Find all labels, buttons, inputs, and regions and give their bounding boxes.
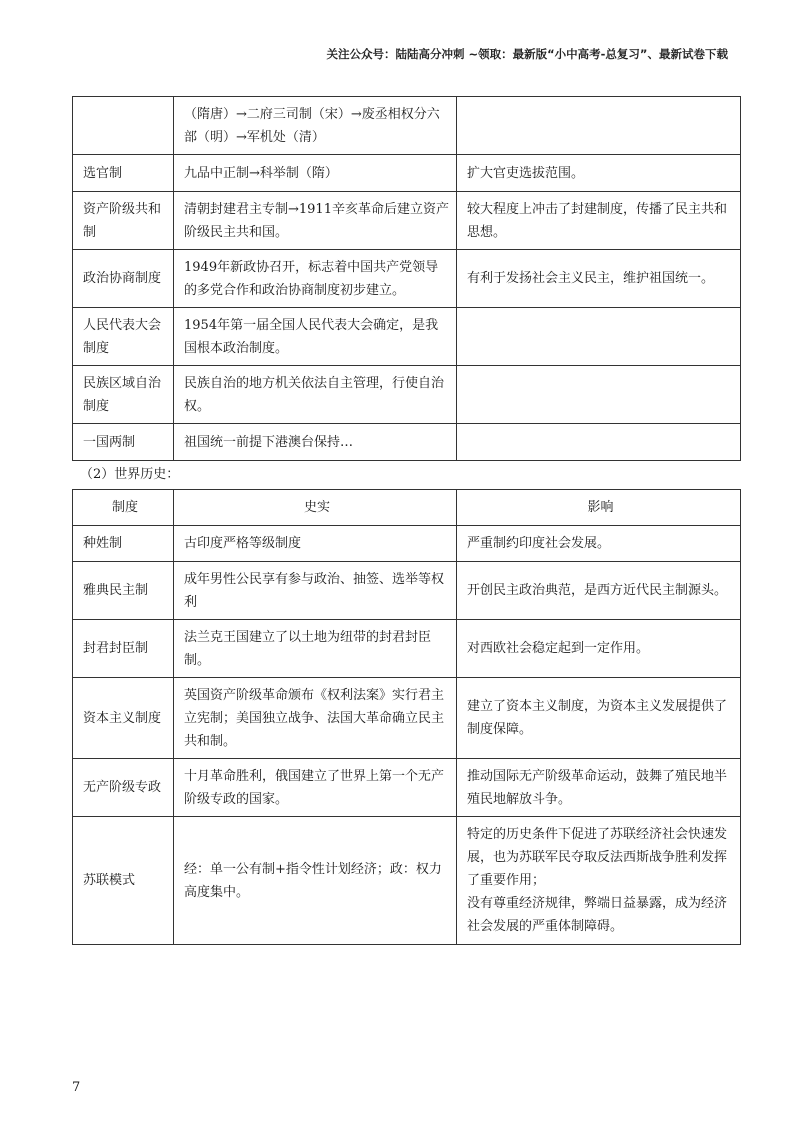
impact-line: 特定的历史条件下促进了苏联经济社会快速发展，也为苏联军民夺取反法西斯战争胜利发挥了重要作用； <box>467 827 728 888</box>
impact-cell <box>457 308 741 366</box>
table-row <box>73 678 741 759</box>
header-facts: 史实 <box>174 490 457 526</box>
facts-cell: 英国资产阶级革命颁布《权利法案》实行君主立宪制；美国独立战争、法国大革命确立民主共和制。 <box>174 678 457 759</box>
system-cell: 雅典民主制 <box>73 562 174 620</box>
facts-cell: 经：单一公有制+指令性计划经济；政：权力高度集中。 <box>174 817 457 945</box>
impact-cell <box>457 817 741 945</box>
system-cell: 无产阶级专政 <box>73 759 174 817</box>
header-impact: 影响 <box>457 490 741 526</box>
table-row <box>73 759 741 817</box>
table-row <box>73 620 741 678</box>
facts-cell: 1954年第一届全国人民代表大会确定，是我国根本政治制度。 <box>174 308 457 366</box>
system-cell: 封君封臣制 <box>73 620 174 678</box>
facts-cell: 民族自治的地方机关依法自主管理，行使自治权。 <box>174 366 457 424</box>
table-row <box>73 192 741 250</box>
impact-cell <box>457 424 741 461</box>
system-cell: 民族区域自治制度 <box>73 366 174 424</box>
system-cell: 资产阶级共和制 <box>73 192 174 250</box>
facts-cell: 清朝封建君主专制→1911辛亥革命后建立资产阶级民主共和国。 <box>174 192 457 250</box>
impact-cell: 较大程度上冲击了封建制度，传播了民主共和思想。 <box>457 192 741 250</box>
system-cell: 种姓制 <box>73 526 174 562</box>
facts-cell: 祖国统一前提下港澳台保持… <box>174 424 457 461</box>
impact-cell: 建立了资本主义制度，为资本主义发展提供了制度保障。 <box>457 678 741 759</box>
table-row <box>73 424 741 461</box>
impact-cell <box>457 366 741 424</box>
world-history-table <box>72 489 741 945</box>
system-cell: 资本主义制度 <box>73 678 174 759</box>
system-cell <box>73 97 174 155</box>
page-header: 关注公众号：陆陆高分冲刺 ~领取：最新版“小中高考-总复习”、最新试卷下载 <box>326 47 728 61</box>
impact-cell: 开创民主政治典范，是西方近代民主制源头。 <box>457 562 741 620</box>
impact-cell <box>457 97 741 155</box>
system-cell: 一国两制 <box>73 424 174 461</box>
impact-cell: 推动国际无产阶级革命运动，鼓舞了殖民地半殖民地解放斗争。 <box>457 759 741 817</box>
table-row <box>73 308 741 366</box>
table-row <box>73 250 741 308</box>
facts-cell: 十月革命胜利，俄国建立了世界上第一个无产阶级专政的国家。 <box>174 759 457 817</box>
page-number: 7 <box>72 1080 81 1095</box>
system-cell: 选官制 <box>73 155 174 192</box>
impact-cell: 扩大官吏选拔范围。 <box>457 155 741 192</box>
facts-cell: （隋唐）→二府三司制（宋）→废丞相权分六部（明）→军机处（清） <box>174 97 457 155</box>
impact-cell: 对西欧社会稳定起到一定作用。 <box>457 620 741 678</box>
china-history-table <box>72 96 741 461</box>
system-cell: 苏联模式 <box>73 817 174 945</box>
facts-cell: 古印度严格等级制度 <box>174 526 457 562</box>
section-title: （2）世界历史： <box>80 467 180 482</box>
facts-cell: 1949年新政协召开，标志着中国共产党领导的多党合作和政治协商制度初步建立。 <box>174 250 457 308</box>
impact-cell: 严重制约印度社会发展。 <box>457 526 741 562</box>
table-header-row <box>73 490 741 526</box>
table-row <box>73 526 741 562</box>
table-row <box>73 562 741 620</box>
table-row <box>73 155 741 192</box>
header-system: 制度 <box>73 490 174 526</box>
system-cell: 政治协商制度 <box>73 250 174 308</box>
facts-cell: 法兰克王国建立了以土地为纽带的封君封臣制。 <box>174 620 457 678</box>
table-row <box>73 366 741 424</box>
facts-cell: 成年男性公民享有参与政治、抽签、选举等权利 <box>174 562 457 620</box>
facts-cell: 九品中正制→科举制（隋） <box>174 155 457 192</box>
table-row <box>73 817 741 945</box>
table-row <box>73 97 741 155</box>
impact-cell: 有利于发扬社会主义民主，维护祖国统一。 <box>457 250 741 308</box>
impact-line: 没有尊重经济规律，弊端日益暴露，成为经济社会发展的严重体制障碍。 <box>467 896 728 934</box>
system-cell: 人民代表大会制度 <box>73 308 174 366</box>
